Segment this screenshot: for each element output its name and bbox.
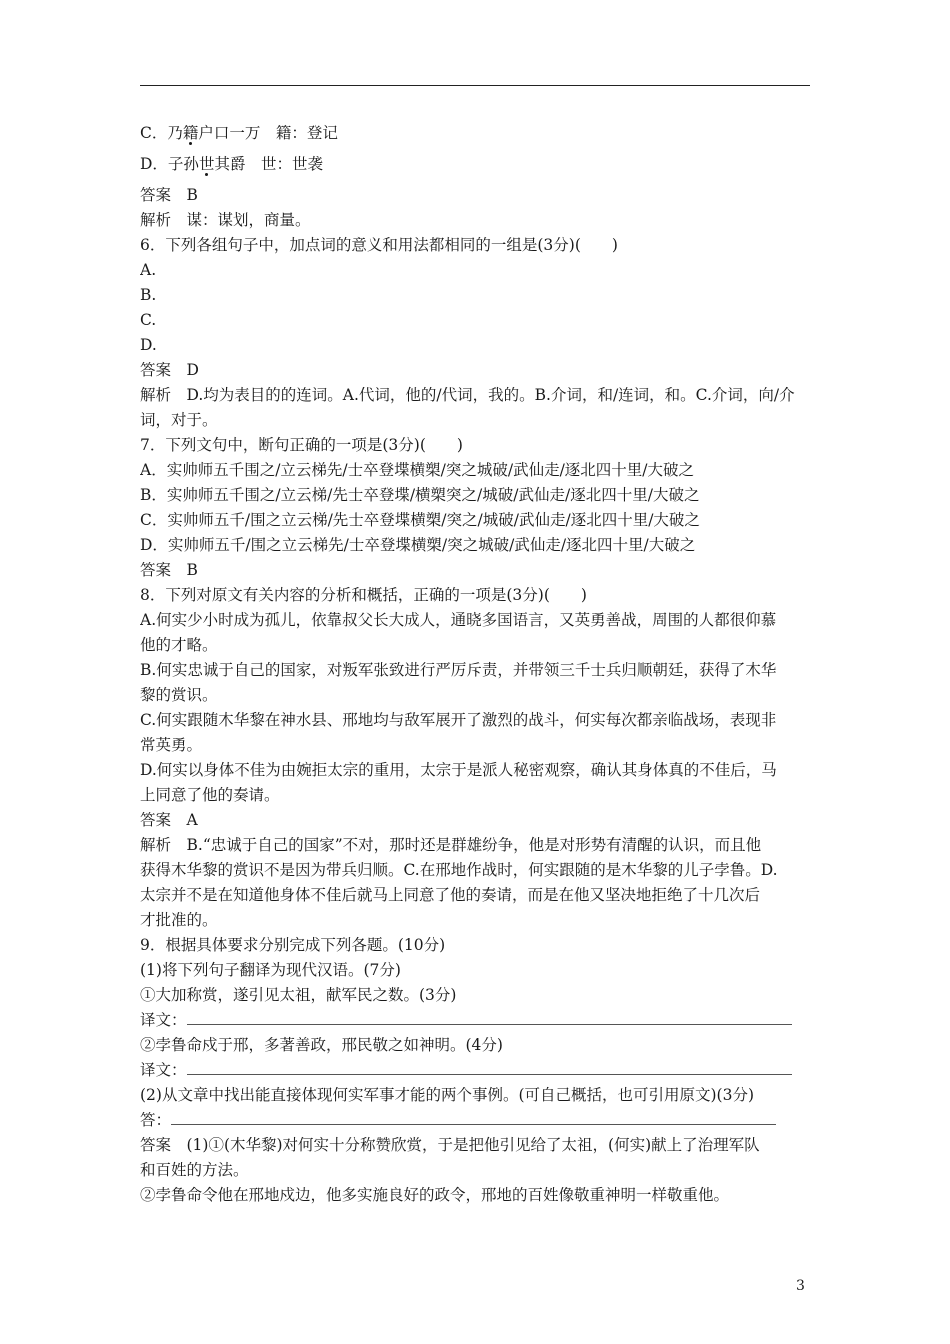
text-line: 6．下列各组句子中，加点词的意义和用法都相同的一组是(3分)( ) bbox=[140, 236, 618, 254]
answer-line-3: 答： bbox=[140, 1108, 812, 1133]
text-line: ②孛鲁命令他在邢地戍边，他多实施良好的政令，邢地的百姓像敬重神明一样敬重他。 bbox=[140, 1186, 730, 1204]
text-line: 他的才略。 bbox=[140, 636, 218, 654]
text-line: 答案 A bbox=[140, 811, 198, 829]
text-line: D. bbox=[140, 336, 157, 354]
text-line: D.何实以身体不佳为由婉拒太宗的重用，太宗于是派人秘密观察，确认其身体真的不佳后，马 bbox=[140, 761, 777, 779]
text-line: 太宗并不是在知道他身体不佳后就马上同意了他的奏请，而是在他又坚决地拒绝了十几次后 bbox=[140, 886, 761, 904]
text-line: 词，对于。 bbox=[140, 411, 218, 429]
text-line: 常英勇。 bbox=[140, 736, 203, 754]
text-line: ②孛鲁命戍于邢，多著善政，邢民敬之如神明。(4分) bbox=[140, 1036, 503, 1054]
text-line: 8．下列对原文有关内容的分析和概括，正确的一项是(3分)( ) bbox=[140, 586, 587, 604]
text-line: (2)从文章中找出能直接体现何实军事才能的两个事例。(可自己概括，也可引用原文)(3分) bbox=[140, 1086, 755, 1104]
emphasized-char: 籍 bbox=[182, 124, 199, 142]
text-line: 答案 B bbox=[140, 561, 198, 579]
header-rule bbox=[140, 85, 810, 86]
text-line: A.何实少小时成为孤儿，依靠叔父长大成人，通晓多国语言，又英勇善战，周围的人都很仰慕 bbox=[140, 611, 777, 629]
emphasized-char: 世 bbox=[198, 155, 215, 173]
text-line: (1)将下列句子翻译为现代汉语。(7分) bbox=[140, 961, 401, 979]
text-line: 解析 D.均为表目的的连词。A.代词，他的/代词，我的。B.介词，和/连词，和。C.介词，向/介 bbox=[140, 386, 795, 404]
answer-line-1: 译文： bbox=[140, 1008, 812, 1033]
option-c-line: C．乃籍户口一万 籍：登记 bbox=[140, 124, 338, 142]
answer-line-2: 译文： bbox=[140, 1058, 812, 1083]
text-line: 上同意了他的奏请。 bbox=[140, 786, 280, 804]
text-line: B.何实忠诚于自己的国家，对叛军张致进行严厉斥责，并带领三千士兵归顺朝廷，获得了木华 bbox=[140, 661, 777, 679]
text-line: D．实帅师五千/围之立云梯先/士卒登堞横槊/突之城破/武仙走/逐北四十里/大破之 bbox=[140, 536, 696, 554]
document-body bbox=[140, 121, 812, 1208]
text-line: 获得木华黎的赏识不是因为带兵归顺。C.在邢地作战时，何实跟随的是木华黎的儿子孛鲁。D. bbox=[140, 861, 778, 879]
text-line: A．实帅师五千围之/立云梯先/士卒登堞横槊/突之城破/武仙走/逐北四十里/大破之 bbox=[140, 461, 695, 479]
answer-blank[interactable] bbox=[171, 1110, 776, 1125]
text-line: ①大加称赏，遂引见太祖，献军民之数。(3分) bbox=[140, 986, 457, 1004]
text-line: 答案 D bbox=[140, 361, 199, 379]
option-d-line: D．子孙世其爵 世：世袭 bbox=[140, 155, 323, 173]
text-line: 和百姓的方法。 bbox=[140, 1161, 249, 1179]
text-line: 答案 (1)①(木华黎)对何实十分称赞欣赏，于是把他引见给了太祖，(何实)献上了治理军队 bbox=[140, 1136, 760, 1154]
text-line: B．实帅师五千围之/立云梯/先士卒登堞/横槊突之/城破/武仙走/逐北四十里/大破之 bbox=[140, 486, 700, 504]
text-line: 答案 B bbox=[140, 186, 198, 204]
text-line: C.何实跟随木华黎在神水县、邢地均与敌军展开了激烈的战斗，何实每次都亲临战场，表现非 bbox=[140, 711, 777, 729]
answer-blank[interactable] bbox=[187, 1010, 792, 1025]
answer-blank[interactable] bbox=[187, 1060, 792, 1075]
text-line: 解析 谋：谋划，商量。 bbox=[140, 211, 311, 229]
text-line: 7．下列文句中，断句正确的一项是(3分)( ) bbox=[140, 436, 463, 454]
page-number: 3 bbox=[796, 1278, 805, 1294]
text-line: 解析 B.“忠诚于自己的国家”不对，那时还是群雄纷争，他是对形势有清醒的认识，而且他 bbox=[140, 836, 762, 854]
text-line: C. bbox=[140, 311, 157, 329]
text-line: A. bbox=[140, 261, 157, 279]
text-line: 黎的赏识。 bbox=[140, 686, 218, 704]
text-line: 9．根据具体要求分别完成下列各题。(10分) bbox=[140, 936, 446, 954]
text-line: C．实帅师五千/围之立云梯/先士卒登堞横槊/突之/城破/武仙走/逐北四十里/大破之 bbox=[140, 511, 700, 529]
text-line: B. bbox=[140, 286, 157, 304]
text-line: 才批准的。 bbox=[140, 911, 218, 929]
